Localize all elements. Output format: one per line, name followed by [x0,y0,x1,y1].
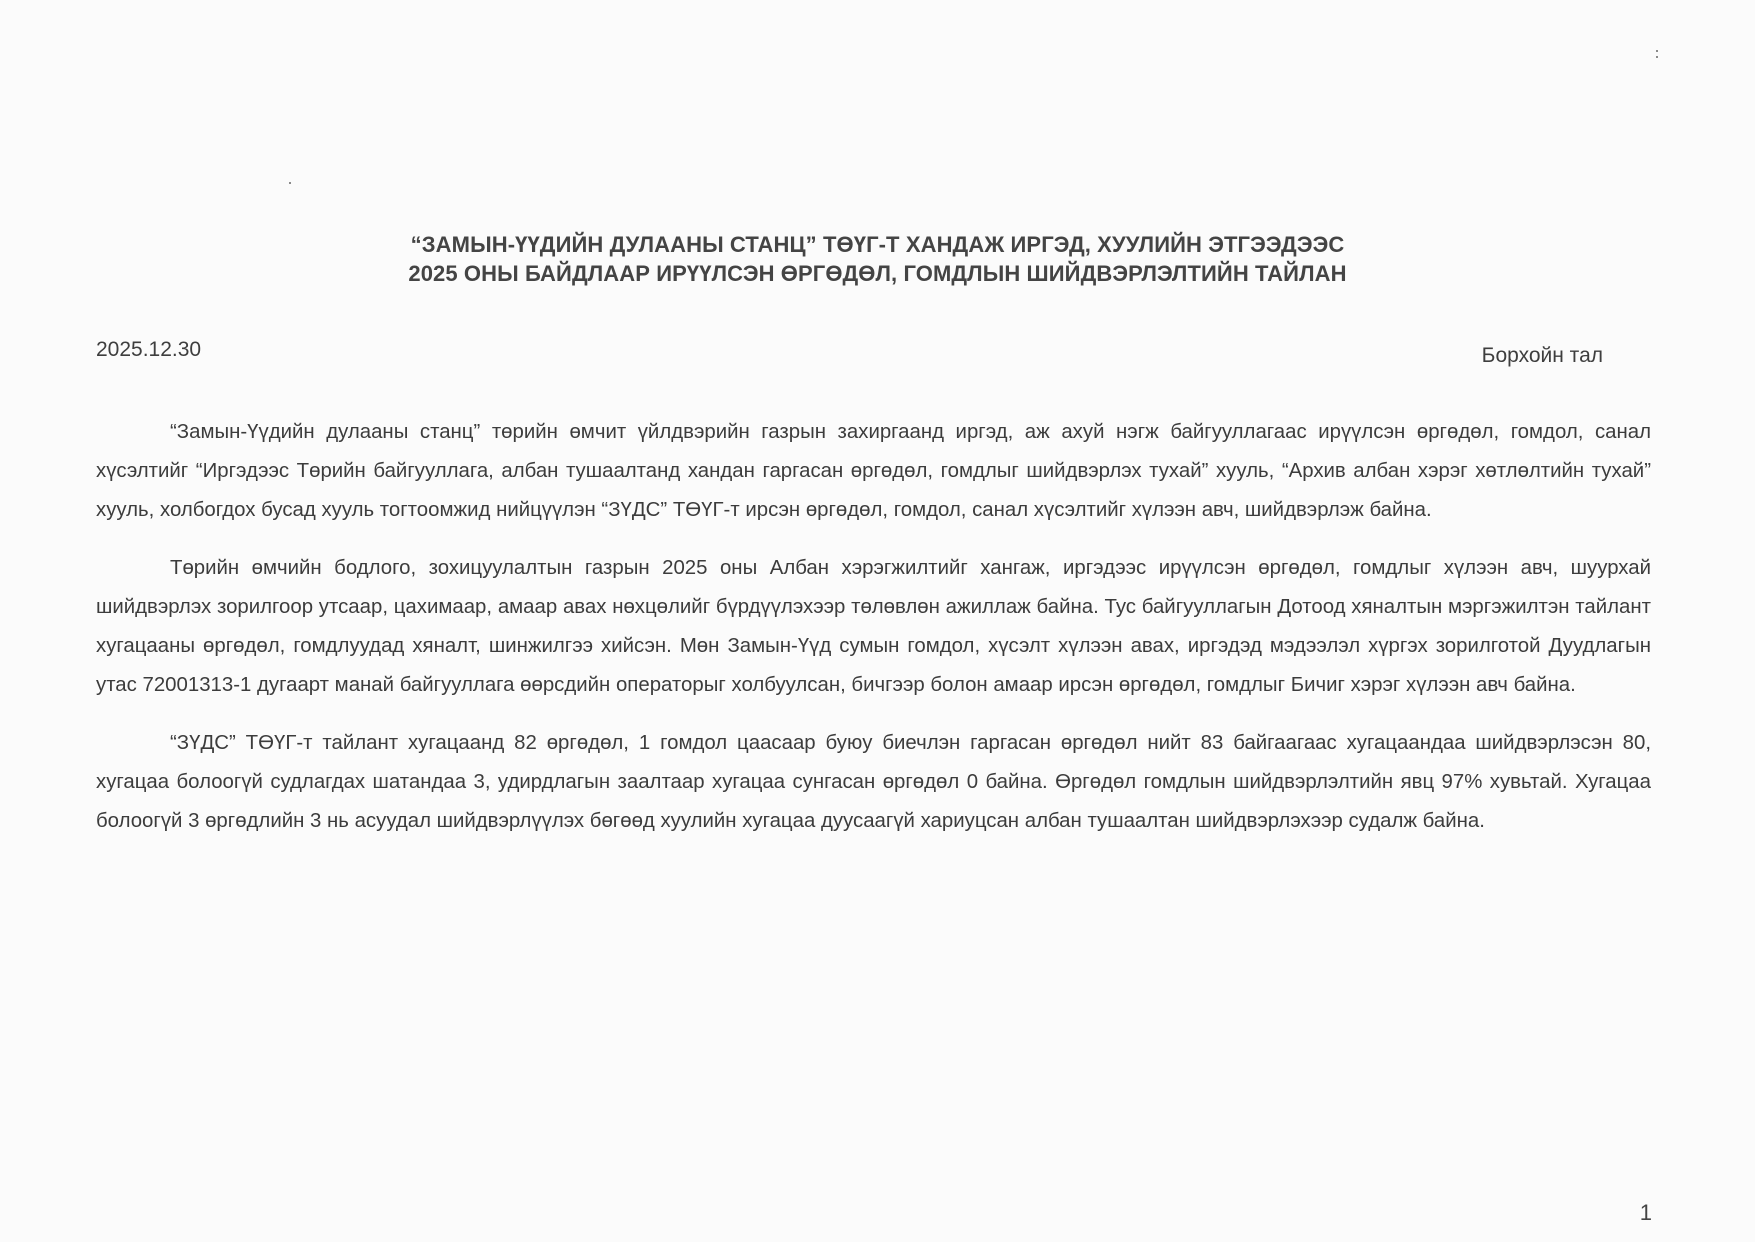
scan-artifact [1656,50,1658,52]
title-line-2: 2025 ОНЫ БАЙДЛААР ИРҮҮЛСЭН ӨРГӨДӨЛ, ГОМДЛЫН ШИЙДВЭРЛЭЛТИЙН ТАЙЛАН [408,261,1347,286]
document-date: 2025.12.30 [96,338,202,361]
document-title [0,230,1755,288]
scan-artifact [1656,56,1658,58]
paragraph: “Замын-Үүдийн дулааны станц” төрийн өмчит үйлдвэрийн газрын захиргаанд иргэд, аж ахуй нэгж байгууллагаас ирүүлсэн өргөдөл, гомдол, санал хүсэлтийг “Иргэдээс Төрийн байгууллага, албан тушаалтанд хандан гаргасан өргөдөл, гомдлыг шийдвэрлэх тухай” хууль, “Архив албан хэрэг хөтлөлтийн тухай” хууль, холбогдох бусад хууль тогтоомжид нийцүүлэн “ЗҮДС” ТӨҮГ-т ирсэн өргөдөл, гомдол, санал хүсэлтийг хүлээн авч, шийдвэрлэж байна. [96,421,1651,521]
page-number: 1 [1639,1200,1652,1225]
paragraph: Төрийн өмчийн бодлого, зохицуулалтын газрын 2025 оны Албан хэрэгжилтийг хангаж, иргэдээс ирүүлсэн өргөдөл, гомдлыг хүлээн авч, шуурхай шийдвэрлэх зорилгоор утсаар, цахимаар, амаар авах нөхцөлийг бүрдүүлэхээр төлөвлөн ажиллаж байна. Тус байгууллагын Дотоод хяналтын мэргэжилтэн тайлант хугацааны өргөдөл, гомдлуудад хяналт, шинжилгээ хийсэн. Мөн Замын-Үүд сумын гомдол, хүсэлт хүлээн авах, иргэдэд мэдээлэл хүргэх зорилготой Дуудлагын утас 72001313-1 дугаарт манай байгууллага өөрсдийн операторыг холбуулсан, бичгээр болон амаар ирсэн өргөдөл, гомдлыг Бичиг хэрэг хүлээн авч байна. [96,557,1651,696]
title-line-1: “ЗАМЫН-ҮҮДИЙН ДУЛААНЫ СТАНЦ” ТӨҮГ-Т ХАНДАЖ ИРГЭД, ХУУЛИЙН ЭТГЭЭДЭЭС [410,232,1345,257]
document-body [96,413,1651,860]
scan-artifact [289,182,291,184]
paragraph: “ЗҮДС” ТӨҮГ-т тайлант хугацаанд 82 өргөдөл, 1 гомдол цаасаар буюу биечлэн гаргасан өргөдөл нийт 83 байгаагаас хугацаандаа шийдвэрлэсэн 80, хугацаа болоогүй судлагдах шатандаа 3, удирдлагын заалтаар хугацаа сунгасан өргөдөл 0 байна. Өргөдөл гомдлын шийдвэрлэлтийн явц 97% хувьтай. Хугацаа болоогүй 3 өргөдлийн 3 нь асуудал шийдвэрлүүлэх бөгөөд хуулийн хугацаа дуусаагүй хариуцсан албан тушаалтан шийдвэрлэхээр судалж байна. [96,732,1651,832]
document-place: Борхойн тал [1481,344,1603,367]
